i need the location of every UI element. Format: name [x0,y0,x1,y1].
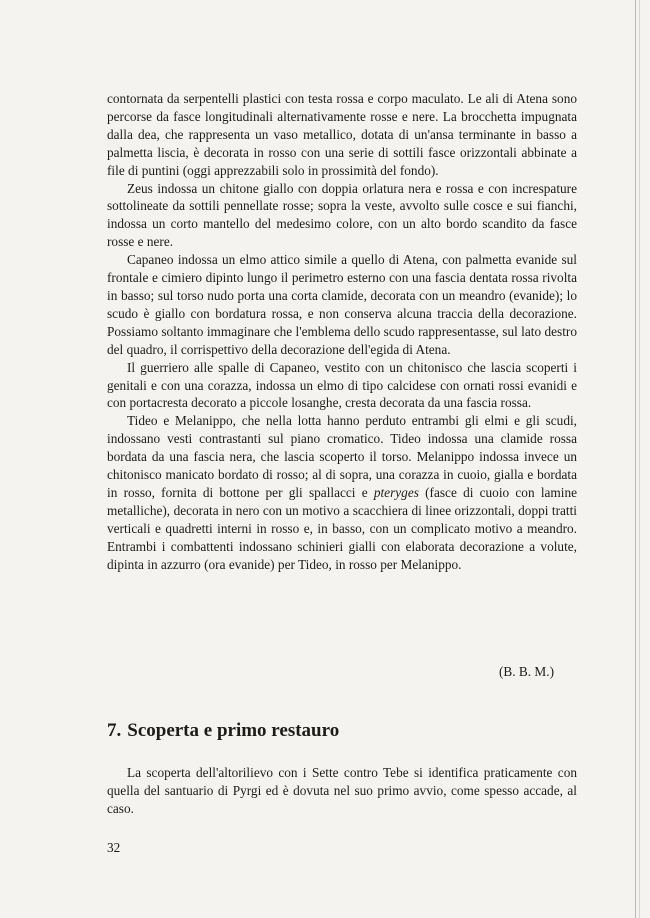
page-number: 32 [107,840,121,855]
paragraph: Il guerriero alle spalle di Capaneo, vestito con un chitonisco che lascia scoperti i genitali e con una corazza, indossa un elmo di tipo calcidese con ornati rossi evanidi e con portacresta decorato a piccole losanghe, cresta decorata da una fascia rossa. [107,359,577,411]
page-edge [635,0,636,918]
paragraph [107,412,577,573]
paragraph: Zeus indossa un chitone giallo con doppia orlatura nera e rossa e con increspature sottolineate da sottili pennellate rosse; sopra la veste, avvolto sulle cosce e sui fianchi, indossa un corto mantello del medesimo colore, con un alto bordo scandito da fasce rosse e nere. [107,180,577,250]
paragraph-text: (fasce di cuoio con lamine metalliche), decorata in nero con un motivo a scacchiera di linee orizzontali, doppi tratti verticali e quadretti interni in rosso e, in basso, con un complicato motivo a meandro. Entrambi i combattenti indossano schinieri gialli con elaborata decorazione a volute, dipinta in azzurro (ora evanide) per Tideo, in rosso per Melanippo. [107,484,578,572]
paragraph: contornata da serpentelli plastici con testa rossa e corpo maculato. Le ali di Atena sono percorse da fasce longitudinali alternativamente rosse e nere. La brocchetta impugnata dalla dea, che rappresenta un vaso metallico, dotata di un'ansa terminante in basso a palmetta liscia, è decorata in rosso con una serie di sottili fasce orizzontali abbinate a file di puntini (oggi apprezzabili solo in prossimità del fondo). [107,91,577,178]
author-initials: (B. B. M.) [498,664,554,679]
body-text [107,90,577,573]
section-number: 7. [107,720,122,741]
paragraph: La scoperta dell'altorilievo con i Sette contro Tebe si identifica praticamente con quella del santuario di Pyrgi ed è dovuta nel suo primo avvio, come spesso accade, al caso. [107,765,577,816]
paragraph: Capaneo indossa un elmo attico simile a quello di Atena, con palmetta evanide sul frontale e cimiero dipinto lungo il perimetro esterno con una fascia dentata rossa rivolta in basso; sul torso nudo porta una corta clamide, decorata con un meandro (evanide); lo scudo è giallo con bordatura rossa, e non conserva alcuna traccia della decorazione. Possiamo soltanto immaginare che l'emblema dello scudo rappresentasse, sul lato destro del quadro, il corrispettivo della decorazione dell'egida di Atena. [107,252,577,357]
page-edge-shadow [639,0,640,918]
paragraph-text: Tideo e Melanippo, che nella lotta hanno perduto entrambi gli elmi e gli scudi, indossano vesti contrastanti sul piano cromatico. Tideo indossa una clamide rossa bordata da una fascia nera, che lascia scoperto il torso. Melanippo indossa invece un chitonisco manicato bordato di rosso; al di sopra, una corazza in cuoio, gialla e bordata in rosso, fornita di bottone per gli spallacci e [107,413,577,500]
section-title: Scoperta e primo restauro [127,720,340,741]
italic-term: pteryges [373,484,419,500]
section-intro [107,764,577,818]
section-heading [107,720,577,742]
